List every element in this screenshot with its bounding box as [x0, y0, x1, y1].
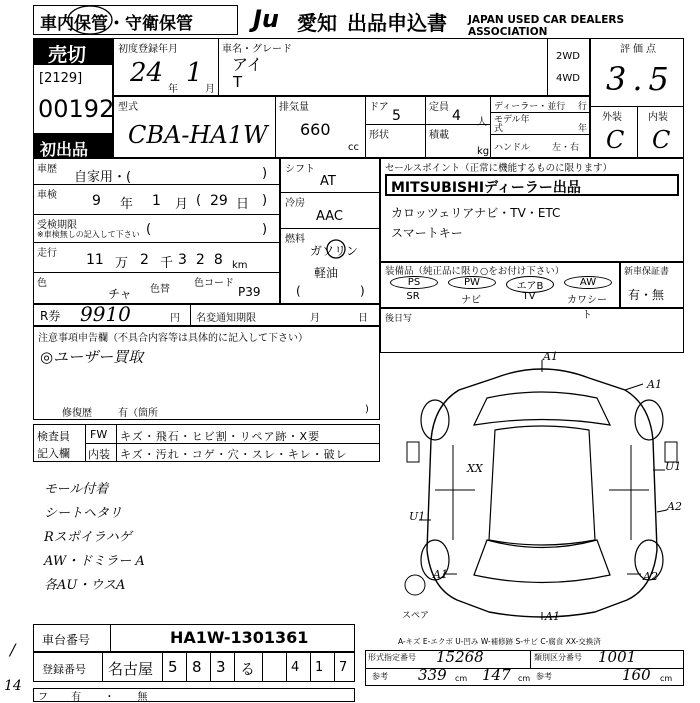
after-image-label: 後日写	[385, 314, 413, 324]
history-label: 車歴	[37, 164, 57, 175]
inspection-month: 1	[152, 193, 161, 209]
equipment-item: ナビ	[461, 295, 481, 306]
plate-class2: 8	[192, 658, 202, 676]
damage-mark: A1	[433, 568, 448, 581]
exterior-value: C	[606, 126, 625, 154]
color-code-label: 色コード	[194, 278, 234, 289]
registration-year-unit: 年	[168, 84, 178, 95]
plate-region: 名古屋	[108, 660, 154, 678]
main-top-box	[113, 38, 590, 96]
loading-label: 積載	[429, 130, 449, 141]
interior-label: 内装	[648, 112, 668, 123]
repaint-label: 色替	[150, 284, 170, 295]
dealer-parallel-unit: 行	[578, 102, 588, 112]
damage-marks	[395, 350, 690, 625]
equipment-item: カワシート	[567, 295, 607, 321]
car-name: アイ	[232, 55, 263, 74]
model-year-label: モデル年式	[494, 115, 530, 134]
inspector-note: 各AU・ウスA	[44, 578, 126, 593]
plate-num1: 4	[291, 660, 300, 675]
equipment-item: PW	[448, 276, 496, 289]
receipt-label: 受検期限	[37, 220, 77, 231]
fuel-close: )	[360, 284, 365, 298]
plate-num2: 1	[315, 660, 324, 675]
color-label: 色	[37, 278, 47, 289]
reference-width: 160	[622, 666, 651, 684]
inspector-label2: 記入欄	[37, 447, 70, 460]
inspector-note: モール付着	[44, 482, 109, 497]
inspector-note: AW・ドミラー A	[44, 554, 145, 569]
first-listing-label: 初出品	[40, 140, 89, 159]
inspection-year-unit: 年	[120, 197, 134, 212]
damage-mark: A1	[647, 378, 662, 391]
repair-close: )	[365, 404, 369, 415]
sales-point-label: セールスポイント（正常に機能するものに限ります）	[385, 163, 613, 174]
capacity-unit: 人	[477, 117, 487, 128]
damage-mark: XX	[467, 462, 483, 475]
drive-2wd: 2WD	[556, 51, 580, 62]
inspector-label1: 検査員	[37, 430, 70, 443]
car-grade: T	[233, 73, 243, 91]
sales-point-line2: カロッツェリアナビ・TV・ETC	[391, 206, 561, 220]
inspection-day-unit: 日	[236, 197, 250, 212]
sales-point-line3: スマートキー	[391, 226, 463, 240]
mileage-unit: km	[232, 260, 248, 271]
ac-value: AAC	[316, 209, 343, 224]
damage-mark: A1	[545, 610, 560, 623]
sales-point-line1-box	[385, 174, 679, 196]
model-value: CBA-HA1W	[128, 121, 268, 149]
lot-number: 00192	[38, 95, 115, 123]
warranty-value: 有・無	[628, 288, 665, 302]
reference-height-unit: cm	[518, 674, 531, 683]
ju-logo: Ju	[253, 5, 280, 33]
sold-box	[33, 38, 113, 64]
shift-label: シフト	[285, 164, 315, 175]
plate-label: 登録番号	[42, 663, 86, 676]
equipment-item: AW	[564, 276, 612, 289]
r-ticket-value: 9910	[80, 302, 131, 326]
fw-label: FW	[90, 428, 108, 441]
equipment-item: TV	[522, 291, 536, 302]
capacity-label: 定員	[429, 102, 449, 113]
lane-code: [2129]	[39, 71, 83, 86]
doors-value: 5	[392, 108, 401, 124]
displacement-unit: cc	[348, 142, 359, 153]
color-value: チャ	[108, 287, 132, 301]
history-close: )	[262, 166, 268, 181]
lot-box	[33, 64, 113, 134]
inspection-label: 車検	[37, 190, 57, 201]
margin-note-left: /	[10, 640, 16, 659]
org-name: 愛知	[297, 11, 337, 35]
damage-mark: A1	[543, 350, 558, 363]
repair-label: 修復歴	[62, 408, 92, 419]
shift-value: AT	[320, 174, 336, 189]
receipt-note: ※車検無しの記入して下さい	[37, 230, 140, 239]
handle-value: 左・右	[552, 143, 580, 153]
evaluation-score: 3.5	[606, 60, 675, 98]
r-ticket-label: R券	[40, 309, 61, 323]
inspection-day: 29	[210, 193, 228, 209]
mileage-rest: 328	[178, 252, 232, 268]
repair-value: 有（箇所	[118, 408, 158, 419]
registration-month: 1	[186, 58, 203, 88]
reference-length: 339	[418, 666, 447, 684]
displacement-value: 660	[300, 120, 331, 139]
shape-label: 形状	[369, 130, 389, 141]
diagram-legend: A-キズ E-エクボ U-凹み W-補修跡 S-サビ C-腐食 XX-交換済	[398, 637, 601, 646]
name-change-label: 名変通知期限	[196, 313, 256, 324]
interior-check-label: 内装	[88, 448, 110, 461]
equipment-item: SR	[406, 291, 420, 302]
storage-circle-mark	[66, 4, 114, 36]
color-code: P39	[238, 285, 261, 299]
damage-mark: A2	[643, 570, 658, 583]
inspector-note: シートヘタリ	[44, 506, 123, 521]
fuel-open: (	[296, 284, 301, 298]
registration-year: 24	[130, 58, 164, 88]
mileage-label: 走行	[37, 248, 57, 259]
evaluation-label: 評価点	[620, 44, 659, 55]
sales-point-line1: MITSUBISHIディーラー出品	[391, 180, 581, 196]
receipt-close: )	[262, 222, 268, 237]
name-change-month: 月	[310, 313, 320, 324]
plate-class1: 5	[168, 658, 178, 676]
capacity-value: 4	[452, 108, 461, 124]
fuel-light-oil: 軽油	[314, 266, 339, 280]
car-name-label: 車名・グレード	[222, 44, 292, 55]
inspector-note: Rスポイラハゲ	[44, 530, 132, 545]
mileage-man: 11	[86, 252, 104, 268]
class-value: 1001	[598, 648, 637, 666]
ac-label: 冷房	[285, 198, 305, 209]
caution-note: ◎ユーザー買取	[40, 348, 144, 366]
inspection-open: (	[196, 193, 202, 208]
model-label: 型式	[118, 102, 138, 113]
caution-label: 注意事項申告欄（不具合内容等は具体的に記入して下さい）	[38, 333, 308, 344]
mileage-sen: 2	[140, 252, 149, 268]
bottom-cut-text: フ 有 ・ 無	[38, 692, 158, 703]
after-image-box	[380, 308, 684, 353]
inspection-month-unit: 月	[175, 197, 189, 212]
registration-label: 初度登録年月	[118, 44, 178, 55]
warranty-label: 新車保証書	[624, 267, 670, 277]
fuel-label: 燃料	[285, 234, 305, 245]
fuel-gas: ガソリン	[310, 244, 359, 258]
reference-length-unit: cm	[455, 674, 468, 683]
name-change-day: 日	[358, 313, 368, 324]
reference-label-2: 参考	[536, 672, 552, 681]
shape-cert-label: 形式指定番号	[368, 653, 416, 662]
doors-label: ドア	[369, 102, 389, 113]
assoc-name: JAPAN USED CAR DEALERS ASSOCIATION	[468, 14, 625, 38]
equipment-label: 装備品（純正品に限り○をお付け下さい）	[385, 266, 565, 277]
fuel-gas-circle	[326, 238, 346, 260]
mileage-sen-unit: 千	[160, 256, 174, 271]
storage-box	[33, 5, 238, 35]
reference-height: 147	[482, 666, 511, 684]
inspection-year: 9	[92, 193, 101, 209]
spare-label: スペア	[402, 611, 430, 621]
sold-label: 売切	[48, 44, 87, 66]
r-ticket-unit: 円	[170, 313, 180, 324]
fw-items: キズ・飛石・ヒビ割・リペア跡・X要	[120, 430, 321, 443]
handle-label: ハンドル	[494, 143, 531, 153]
doc-title: 出品申込書	[347, 11, 447, 35]
class-label: 類別区分番号	[534, 653, 582, 662]
loading-unit: kg	[477, 146, 490, 157]
storage-label: 車内保管・守衛保管	[40, 14, 193, 34]
interior-items: キズ・汚れ・コゲ・穴・スレ・キレ・破レ	[120, 448, 348, 461]
dealer-parallel-label: ディーラー・並行	[494, 102, 566, 112]
history-value: 自家用・(	[74, 170, 132, 185]
drive-4wd: 4WD	[556, 73, 580, 84]
chassis-value: HA1W-1301361	[170, 628, 309, 647]
plate-class3: 3	[216, 658, 226, 676]
registration-month-unit: 月	[205, 84, 215, 95]
interior-value: C	[652, 126, 671, 154]
first-listing-box	[33, 134, 113, 158]
reference-label: 参考	[372, 672, 388, 681]
exterior-label: 外装	[602, 112, 622, 123]
displacement-label: 排気量	[279, 102, 309, 113]
mileage-man-unit: 万	[115, 256, 129, 271]
damage-mark: U1	[409, 510, 426, 523]
equipment-item: エアB	[506, 276, 554, 293]
equipment-item: PS	[390, 276, 438, 289]
chassis-label: 車台番号	[42, 633, 91, 647]
model-year-unit: 年	[578, 124, 588, 134]
reference-width-unit: cm	[660, 674, 673, 683]
damage-mark: U1	[665, 460, 682, 473]
margin-note-top: 14	[4, 678, 22, 694]
inspection-close: )	[262, 193, 268, 208]
inspector-notes	[44, 478, 344, 598]
damage-mark: A2	[667, 500, 682, 513]
receipt-open: (	[146, 222, 152, 237]
plate-num3: 7	[339, 660, 348, 675]
plate-kana: る	[240, 660, 256, 678]
shape-cert-value: 15268	[436, 648, 484, 666]
